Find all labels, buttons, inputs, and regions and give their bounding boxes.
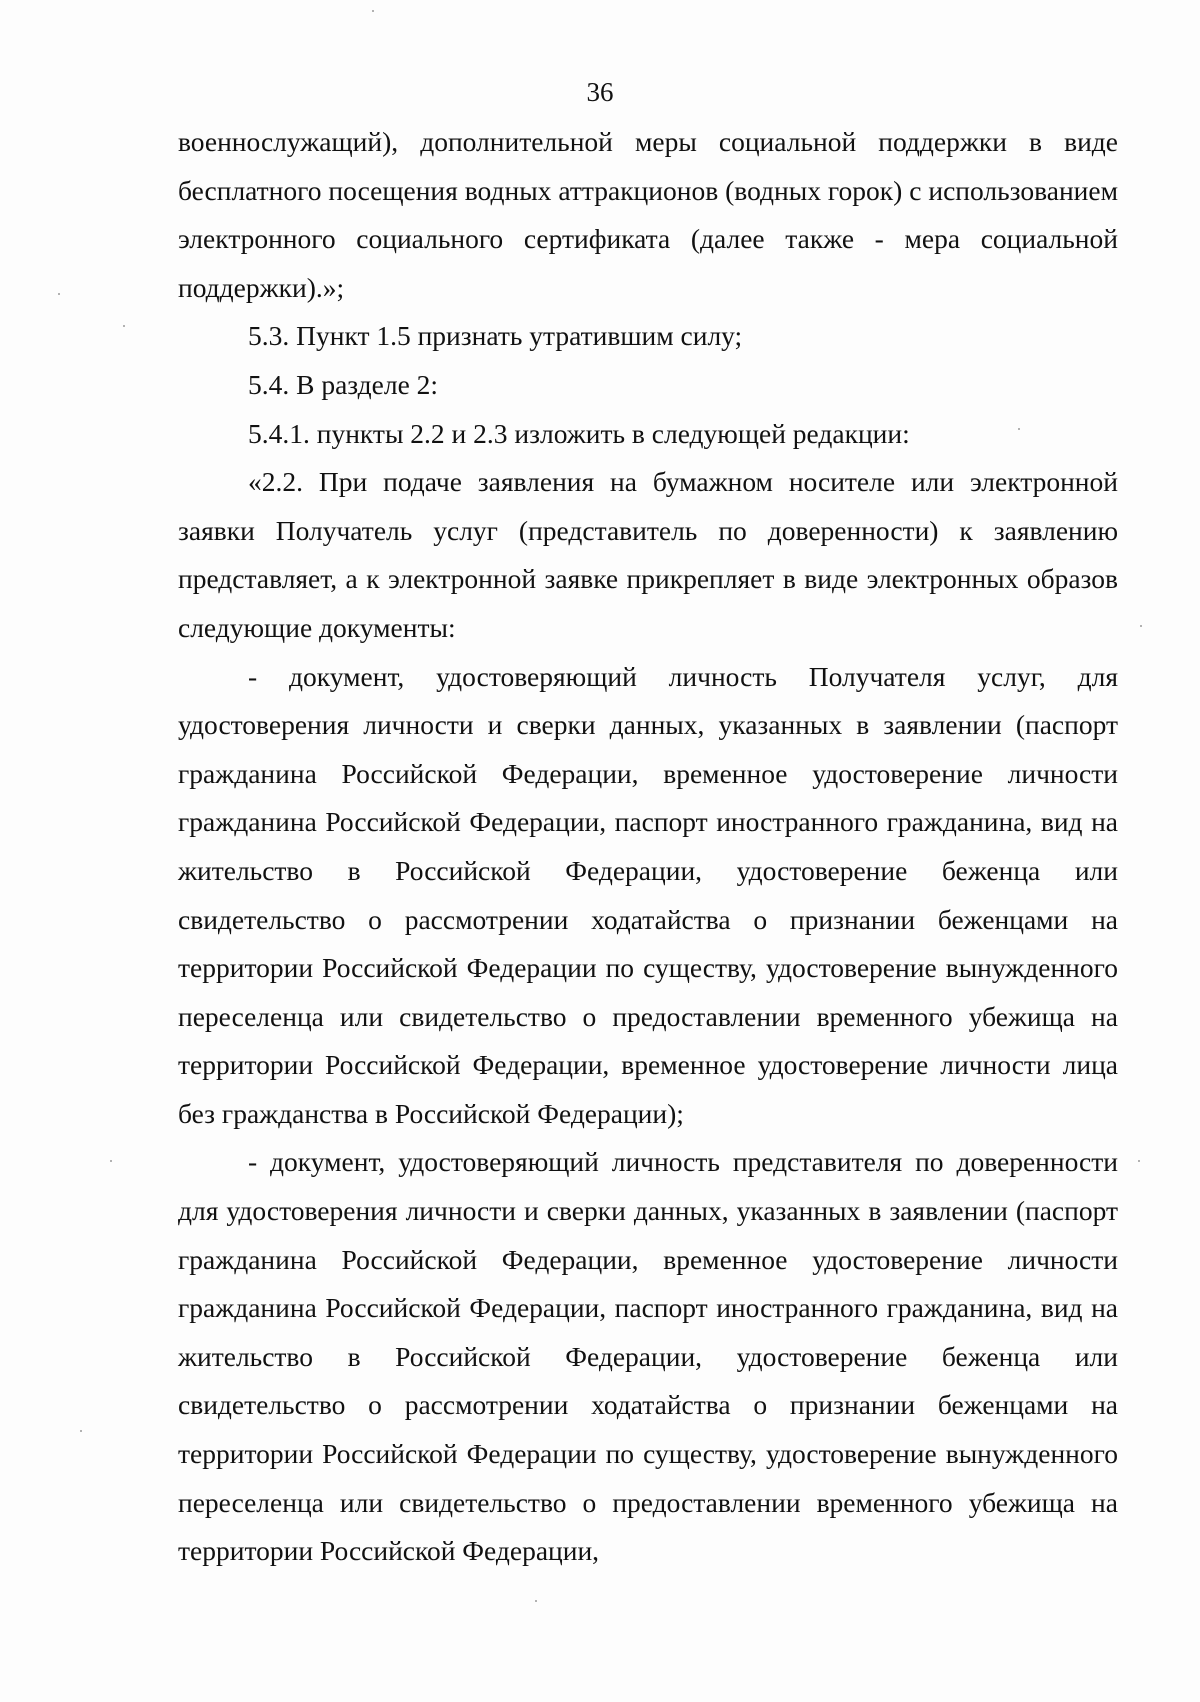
paragraph-item-5-4: 5.4. В разделе 2: [248, 368, 439, 400]
paragraph-item-5-3: 5.3. Пункт 1.5 признать утратившим силу; [248, 320, 743, 352]
scan-speck [80, 1430, 82, 1432]
scan-speck [535, 1600, 537, 1602]
paragraph-continuation: военнослужащий), дополнительной меры социальной поддержки в виде бесплатного посещения водных аттракционов (водных горок) с использованием электронного социального сертификата (далее также - мера социальной поддержки).»; [178, 126, 1118, 303]
scan-speck [123, 325, 125, 327]
paragraph-item-2-2: «2.2. При подаче заявления на бумажном носителе или электронной заявки Получатель услуг (представитель по доверенности) к заявлению представляет, а к электронной заявке прикрепляет в виде электронных образов следующие документы: [178, 466, 1118, 643]
scan-speck [1138, 1160, 1140, 1162]
scan-speck [1140, 625, 1142, 627]
scan-speck [110, 1160, 112, 1162]
scan-speck [372, 10, 374, 12]
document-body [178, 118, 1118, 1576]
scan-speck [58, 293, 60, 295]
paragraph-document-representative: - документ, удостоверяющий личность представителя по доверенности для удостоверения личности и сверки данных, указанных в заявлении (паспорт гражданина Российской Федерации, временное удостоверение личности гражданина Российской Федерации, паспорт иностранного гражданина, вид на жительство в Российской Федерации, удостоверение беженца или свидетельство о рассмотрении ходатайства о признании беженцами на территории Российской Федерации по существу, удостоверение вынужденного переселенца или свидетельство о предоставлении временного убежища на территории Российской Федерации, [178, 1146, 1118, 1567]
page-number: 36 [586, 77, 614, 107]
paragraph-item-5-4-1: 5.4.1. пункты 2.2 и 2.3 изложить в следующей редакции: [248, 417, 910, 449]
paragraph-document-recipient: - документ, удостоверяющий личность Получателя услуг, для удостоверения личности и сверки данных, указанных в заявлении (паспорт гражданина Российской Федерации, временное удостоверение личности гражданина Российской Федерации, паспорт иностранного гражданина, вид на жительство в Российской Федерации, удостоверение беженца или свидетельство о рассмотрении ходатайства о признании беженцами на территории Российской Федерации по существу, удостоверение вынужденного переселенца или свидетельство о предоставлении временного убежища на территории Российской Федерации, временное удостоверение личности лица без гражданства в Российской Федерации); [178, 660, 1118, 1129]
scan-speck [1018, 428, 1020, 430]
